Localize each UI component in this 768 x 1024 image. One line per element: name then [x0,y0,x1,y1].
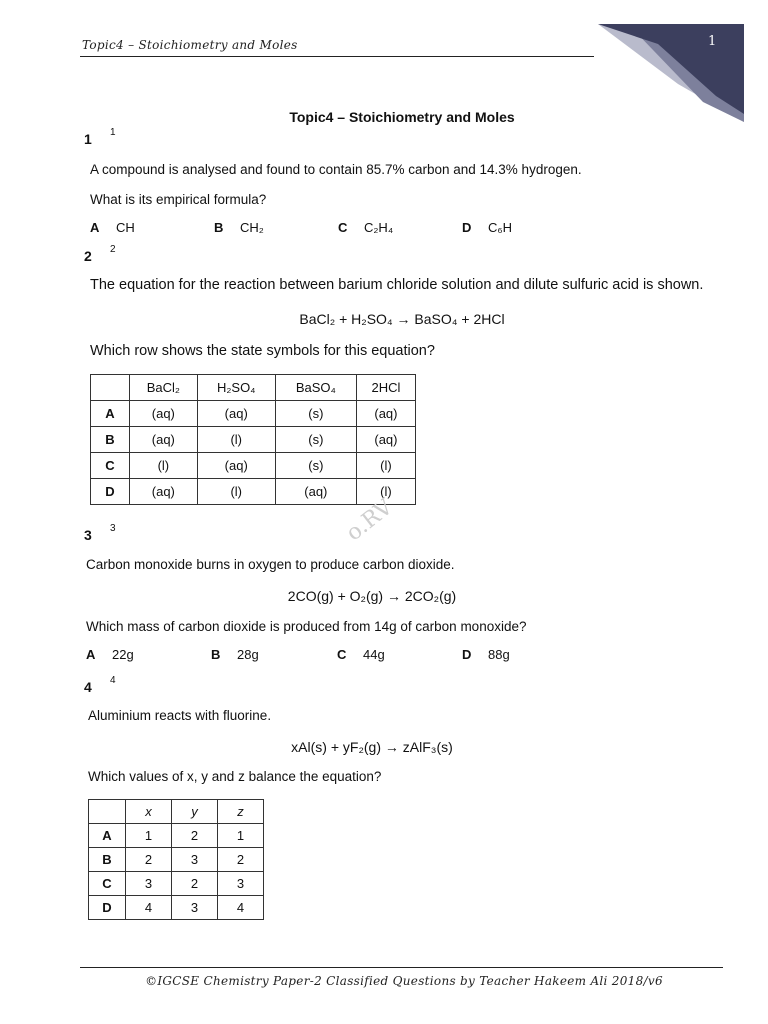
option-text: C₆H [488,220,513,235]
option-text: CH [116,220,135,235]
table-header-cell: BaSO₄ [275,375,356,401]
table-row [89,824,264,848]
table-row [89,872,264,896]
table-cell: (aq) [197,401,275,427]
row-label: C [91,453,130,479]
table-cell: 2 [172,872,218,896]
option-text: 28g [237,647,259,662]
question-2-table [90,374,416,505]
question-4-table [88,799,264,920]
question-2-number: 2 [84,248,92,264]
question-3-option-a[interactable] [86,647,134,662]
table-cell: 3 [172,848,218,872]
question-2-superscript: 2 [110,244,116,255]
option-letter: A [90,220,100,235]
table-row [89,896,264,920]
question-3-option-c[interactable] [337,647,385,662]
table-cell: 1 [218,824,264,848]
row-label: B [89,848,126,872]
question-4-number: 4 [84,679,92,695]
table-header-cell: y [172,800,218,824]
question-2-text: The equation for the reaction between barium chloride solution and dilute sulfuric acid is shown. [90,277,704,293]
question-4-equation: xAl(s) + yF₂(g) → zAlF₃(s) [291,739,453,755]
option-text: C₂H₄ [364,220,394,235]
header-rule [80,56,594,57]
table-cell: (aq) [356,427,415,453]
question-2-prompt: Which row shows the state symbols for this equation? [90,343,435,359]
table-cell: 2 [126,848,172,872]
question-4-text: Aluminium reacts with fluorine. [88,708,272,723]
question-2-equation: BaCl₂ + H₂SO₄ → BaSO₄ + 2HCl [299,311,505,327]
table-cell: 4 [126,896,172,920]
row-label: B [91,427,130,453]
table-cell: (s) [275,401,356,427]
table-header-cell: z [218,800,264,824]
option-text: 88g [488,647,510,662]
table-row [91,427,416,453]
table-corner-cell [89,800,126,824]
question-3-option-b[interactable] [211,647,259,662]
option-text: 22g [112,647,134,662]
table-cell: 3 [218,872,264,896]
option-letter: C [338,220,348,235]
question-3-number: 3 [84,527,92,543]
option-letter: B [214,220,224,235]
question-4-superscript: 4 [110,675,116,686]
running-header: Topic4 – Stoichiometry and Moles [82,38,298,52]
row-label: D [89,896,126,920]
table-cell: (l) [356,479,415,505]
row-label: D [91,479,130,505]
table-cell: (aq) [130,401,198,427]
table-row [91,401,416,427]
table-cell: (l) [130,453,198,479]
question-1-superscript: 1 [110,127,116,138]
table-cell: 2 [218,848,264,872]
page-number: 1 [708,34,717,49]
question-1-option-b[interactable] [214,220,264,235]
table-cell: (l) [197,427,275,453]
question-3-option-d[interactable] [462,647,510,662]
table-cell: 3 [126,872,172,896]
table-cell: (aq) [356,401,415,427]
table-corner-cell [91,375,130,401]
question-4-prompt: Which values of x, y and z balance the equation? [88,769,382,784]
option-letter: A [86,647,96,662]
table-cell: (s) [275,453,356,479]
table-header-cell: H₂SO₄ [197,375,275,401]
question-3-text: Carbon monoxide burns in oxygen to produce carbon dioxide. [86,557,455,572]
option-text: 44g [363,647,385,662]
table-cell: 3 [172,896,218,920]
option-letter: D [462,647,472,662]
option-letter: B [211,647,221,662]
row-label: A [89,824,126,848]
corner-decoration [598,24,744,122]
question-1-option-c[interactable] [338,220,393,235]
question-1-option-a[interactable] [90,220,135,235]
table-cell: (aq) [275,479,356,505]
watermark-text: o.RV [341,494,398,547]
table-cell: (l) [197,479,275,505]
question-1-number: 1 [84,131,92,147]
table-cell: 4 [218,896,264,920]
question-1-option-d[interactable] [462,220,512,235]
footer-rule [80,967,723,968]
row-label: A [91,401,130,427]
table-cell: (aq) [130,427,198,453]
table-row [91,479,416,505]
option-letter: C [337,647,347,662]
table-header-cell: BaCl₂ [130,375,198,401]
row-label: C [89,872,126,896]
table-cell: (aq) [130,479,198,505]
table-header-cell: 2HCl [356,375,415,401]
table-row [91,453,416,479]
option-letter: D [462,220,472,235]
table-row [89,848,264,872]
question-3-equation: 2CO(g) + O₂(g) → 2CO₂(g) [287,588,457,604]
table-header-cell: x [126,800,172,824]
table-header-row [91,375,416,401]
table-cell: (s) [275,427,356,453]
table-cell: 2 [172,824,218,848]
option-text: CH₂ [240,220,264,235]
table-cell: (aq) [197,453,275,479]
question-3-prompt: Which mass of carbon dioxide is produced from 14g of carbon monoxide? [86,619,527,634]
table-header-row [89,800,264,824]
table-cell: (l) [356,453,415,479]
question-1-text: A compound is analysed and found to contain 85.7% carbon and 14.3% hydrogen. [90,162,582,177]
page-footer: ©IGCSE Chemistry Paper-2 Classified Questions by Teacher Hakeem Ali 2018/v6 [145,974,663,988]
question-3-superscript: 3 [110,523,116,534]
question-1-prompt: What is its empirical formula? [90,192,267,207]
page-title: Topic4 – Stoichiometry and Moles [289,109,515,125]
table-cell: 1 [126,824,172,848]
